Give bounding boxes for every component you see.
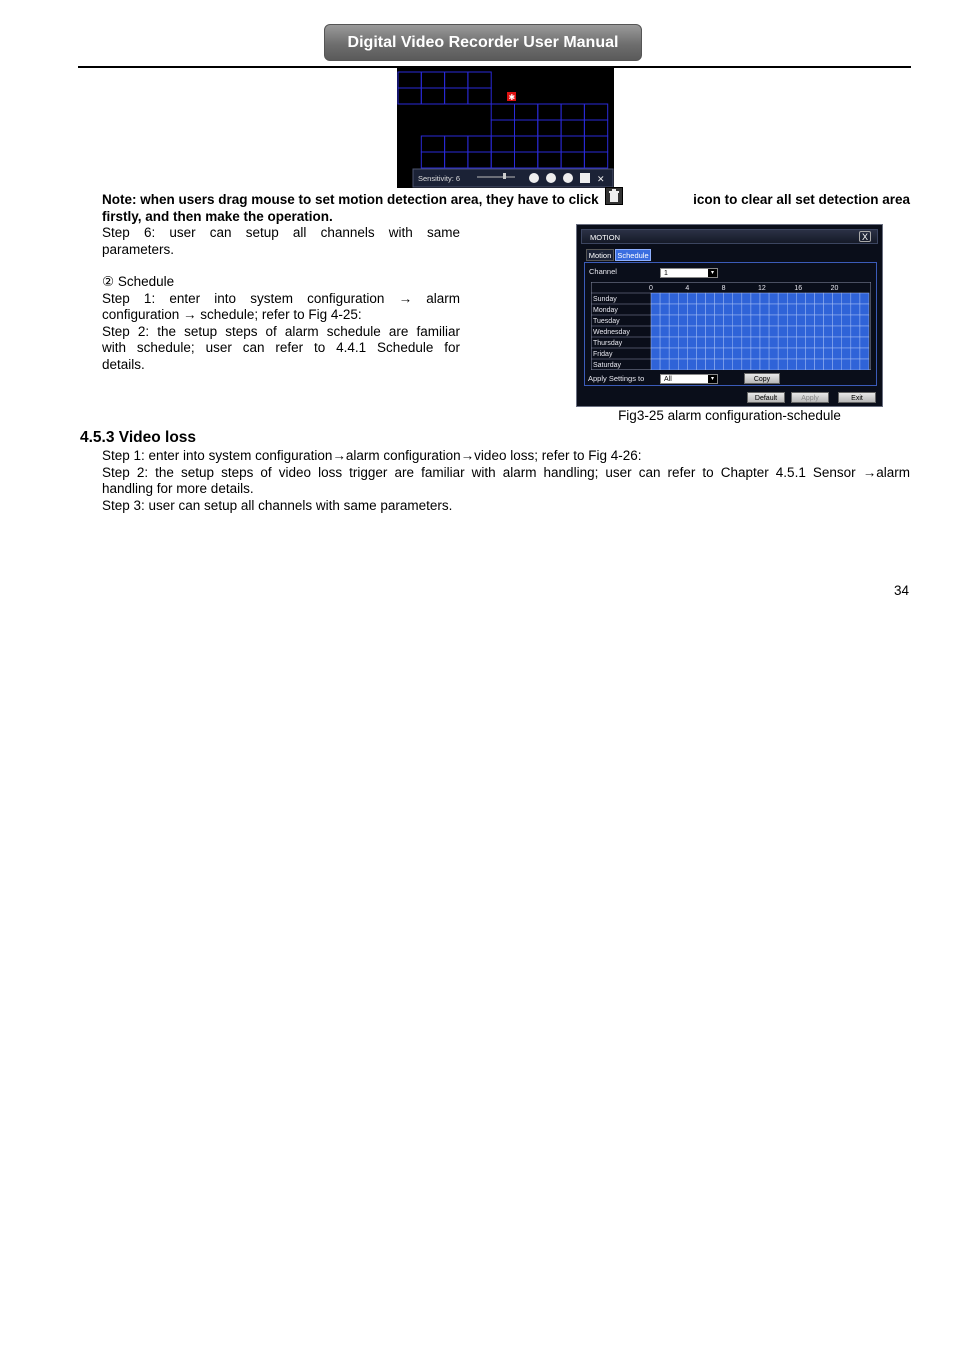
schedule-cell[interactable] (760, 348, 769, 359)
schedule-cell[interactable] (733, 337, 742, 348)
schedule-cell[interactable] (715, 315, 724, 326)
schedule-cell[interactable] (706, 359, 715, 370)
schedule-cell[interactable] (669, 359, 678, 370)
trash-icon[interactable] (546, 173, 556, 183)
schedule-cell[interactable] (860, 326, 869, 337)
schedule-cell[interactable] (787, 304, 796, 315)
hour-label: 8 (721, 285, 726, 292)
schedule-cell[interactable] (706, 315, 715, 326)
schedule-cell[interactable] (815, 326, 824, 337)
schedule-cell[interactable] (796, 326, 805, 337)
schedule-cell[interactable] (842, 348, 851, 359)
schedule-cell[interactable] (769, 337, 778, 348)
schedule-cell[interactable] (742, 293, 751, 304)
schedule-cell[interactable] (824, 315, 833, 326)
schedule-cell[interactable] (669, 337, 678, 348)
schedule-cell[interactable] (733, 304, 742, 315)
schedule-cell[interactable] (742, 337, 751, 348)
step2-line3: details. (102, 356, 145, 372)
day-label: Sunday (593, 296, 617, 303)
schedule-cell[interactable] (687, 326, 696, 337)
schedule-cell[interactable] (778, 315, 787, 326)
channel-label: Channel (589, 267, 617, 276)
schedule-cell[interactable] (715, 359, 724, 370)
schedule-cell[interactable] (805, 315, 814, 326)
section-heading: 4.5.3 Video loss (80, 429, 197, 446)
schedule-cell[interactable] (706, 337, 715, 348)
schedule-cell[interactable] (796, 359, 805, 370)
hour-label: 16 (794, 285, 803, 292)
close-icon[interactable]: ✕ (597, 175, 605, 185)
schedule-cell[interactable] (751, 315, 760, 326)
schedule-cell[interactable] (833, 337, 842, 348)
schedule-cell[interactable] (696, 315, 705, 326)
schedule-cell[interactable] (796, 337, 805, 348)
schedule-cell[interactable] (778, 337, 787, 348)
schedule-cell[interactable] (833, 348, 842, 359)
schedule-cell[interactable] (824, 293, 833, 304)
schedule-cell[interactable] (787, 337, 796, 348)
schedule-cell[interactable] (760, 359, 769, 370)
note-part1: Note: when users drag mouse to set motion detection area, they have to click (102, 191, 599, 207)
default-button[interactable]: Default (747, 392, 785, 403)
schedule-cell[interactable] (660, 348, 669, 359)
schedule-cell[interactable] (733, 348, 742, 359)
schedule-cell[interactable] (805, 348, 814, 359)
schedule-cell[interactable] (678, 337, 687, 348)
schedule-cell[interactable] (669, 304, 678, 315)
schedule-cell[interactable] (706, 348, 715, 359)
schedule-cell[interactable] (860, 348, 869, 359)
schedule-cell[interactable] (678, 293, 687, 304)
schedule-cell[interactable] (778, 348, 787, 359)
motion-grid (397, 68, 614, 188)
apply-settings-value: All (664, 376, 672, 383)
copy-button[interactable]: Copy (744, 373, 780, 384)
note-part2: icon to clear all set detection area (693, 191, 910, 207)
schedule-cell[interactable] (742, 359, 751, 370)
schedule-cell[interactable] (805, 293, 814, 304)
section-step3: Step 3: user can setup all channels with same parameters. (102, 497, 453, 513)
schedule-cell[interactable] (733, 293, 742, 304)
schedule-cell[interactable] (651, 315, 660, 326)
schedule-cell[interactable] (706, 326, 715, 337)
schedule-cell[interactable] (769, 359, 778, 370)
schedule-cell[interactable] (660, 293, 669, 304)
schedule-cell[interactable] (696, 304, 705, 315)
schedule-cell[interactable] (842, 293, 851, 304)
save-icon[interactable] (580, 173, 590, 183)
schedule-cell[interactable] (651, 337, 660, 348)
schedule-cell[interactable] (669, 326, 678, 337)
schedule-cell[interactable] (678, 348, 687, 359)
schedule-cell[interactable] (842, 304, 851, 315)
step1-line2: configuration → schedule; refer to Fig 4-25: (102, 307, 362, 322)
page-number: 34 (893, 583, 909, 598)
schedule-cell[interactable] (833, 326, 842, 337)
apply-settings-select[interactable] (660, 374, 718, 384)
schedule-cell[interactable] (687, 359, 696, 370)
schedule-cell[interactable] (769, 304, 778, 315)
sensitivity-label: Sensitivity: 6 (418, 174, 461, 183)
step2-line2: with schedule; user can refer to 4.4.1 Schedule for (102, 340, 460, 355)
day-label: Friday (593, 351, 613, 358)
schedule-cell[interactable] (796, 293, 805, 304)
section-step2-line2: handling for more details. (102, 481, 254, 496)
schedule-cell[interactable] (669, 315, 678, 326)
schedule-cell[interactable] (778, 304, 787, 315)
schedule-panel (584, 262, 877, 386)
schedule-cell[interactable] (742, 326, 751, 337)
schedule-cell[interactable] (760, 337, 769, 348)
hour-label: 12 (758, 285, 766, 292)
hour-label: 0 (649, 285, 653, 292)
schedule-cell[interactable] (660, 359, 669, 370)
section-step1: Step 1: enter into system configuration→alarm configuration→video loss; refer to Fig 4-26: (102, 448, 642, 463)
schedule-cell[interactable] (842, 315, 851, 326)
trash-icon (605, 187, 623, 205)
schedule-cell[interactable] (751, 304, 760, 315)
schedule-cell[interactable] (842, 326, 851, 337)
chevron-down-icon: ▾ (708, 375, 717, 383)
schedule-cell[interactable] (733, 315, 742, 326)
schedule-cell[interactable] (715, 304, 724, 315)
schedule-cell[interactable] (696, 326, 705, 337)
schedule-cell[interactable] (660, 304, 669, 315)
schedule-cell[interactable] (660, 337, 669, 348)
schedule-cell[interactable] (851, 359, 860, 370)
schedule-cell[interactable] (824, 326, 833, 337)
schedule-cell[interactable] (706, 293, 715, 304)
schedule-cell[interactable] (769, 326, 778, 337)
motion-schedule-dialog (576, 224, 883, 407)
sensitivity-slider-handle[interactable] (503, 173, 506, 179)
channel-value: 1 (664, 270, 668, 277)
schedule-cell[interactable] (651, 348, 660, 359)
schedule-cell[interactable] (751, 337, 760, 348)
schedule-cell[interactable] (687, 315, 696, 326)
schedule-cell[interactable] (805, 326, 814, 337)
svg-text:✱: ✱ (508, 93, 516, 102)
day-label: Saturday (593, 362, 622, 369)
schedule-cell[interactable] (805, 304, 814, 315)
schedule-cell[interactable] (851, 304, 860, 315)
schedule-cell[interactable] (687, 304, 696, 315)
schedule-cell[interactable] (696, 359, 705, 370)
schedule-cell[interactable] (651, 304, 660, 315)
figure-caption: Fig3-25 alarm configuration-schedule (618, 408, 841, 423)
schedule-cell[interactable] (715, 293, 724, 304)
schedule-cell[interactable] (851, 348, 860, 359)
schedule-cell[interactable] (778, 293, 787, 304)
schedule-cell[interactable] (824, 348, 833, 359)
step6-line2: parameters. (102, 241, 175, 257)
dialog-title: MOTION (590, 233, 620, 242)
schedule-cell[interactable] (751, 326, 760, 337)
schedule-cell[interactable] (815, 348, 824, 359)
schedule-cell[interactable] (687, 348, 696, 359)
schedule-cell[interactable] (733, 359, 742, 370)
schedule-cell[interactable] (824, 337, 833, 348)
schedule-cell[interactable] (833, 304, 842, 315)
schedule-cell[interactable] (724, 293, 733, 304)
section-step2-line1: Step 2: the setup steps of video loss trigger are familiar with alarm handling; user can refer to Chapter 4.5.1 Sensor →alarm (102, 464, 910, 480)
schedule-cell[interactable] (651, 359, 660, 370)
schedule-cell[interactable] (796, 304, 805, 315)
schedule-cell[interactable] (815, 315, 824, 326)
note-part3: firstly, and then make the operation. (102, 209, 333, 224)
schedule-cell[interactable] (860, 293, 869, 304)
schedule-cell[interactable] (651, 293, 660, 304)
hour-label: 4 (685, 285, 690, 292)
apply-settings-label: Apply Settings to (588, 374, 645, 383)
header-title: Digital Video Recorder User Manual (324, 24, 642, 61)
schedule-cell[interactable] (787, 348, 796, 359)
schedule-cell[interactable] (851, 315, 860, 326)
schedule-cell[interactable] (796, 348, 805, 359)
day-label: Monday (593, 307, 618, 314)
schedule-cell[interactable] (824, 359, 833, 370)
tab-motion[interactable]: Motion (586, 249, 614, 261)
schedule-cell[interactable] (787, 326, 796, 337)
schedule-cell[interactable] (787, 315, 796, 326)
schedule-cell[interactable] (751, 348, 760, 359)
left-column (102, 225, 460, 373)
schedule-cell[interactable] (696, 348, 705, 359)
chevron-down-icon: ▾ (708, 269, 717, 277)
schedule-cell[interactable] (760, 326, 769, 337)
schedule-cell[interactable] (769, 315, 778, 326)
schedule-cell[interactable] (833, 359, 842, 370)
schedule-cell[interactable] (742, 348, 751, 359)
schedule-cell[interactable] (805, 359, 814, 370)
schedule-cell[interactable] (724, 337, 733, 348)
schedule-cell[interactable] (860, 359, 869, 370)
step2-line1: Step 2: the setup steps of alarm schedule are familiar (102, 323, 460, 339)
schedule-cell[interactable] (751, 293, 760, 304)
step1-line1: Step 1: enter into system configuration → alarm (102, 290, 460, 306)
schedule-label: ② Schedule (102, 274, 175, 289)
day-label: Thursday (593, 340, 623, 347)
schedule-cell[interactable] (796, 315, 805, 326)
dialog-close-button[interactable]: X (859, 231, 871, 242)
hour-label: 20 (830, 285, 839, 292)
schedule-cell[interactable] (751, 359, 760, 370)
schedule-cell[interactable] (815, 293, 824, 304)
schedule-cell[interactable] (778, 326, 787, 337)
schedule-cell[interactable] (678, 326, 687, 337)
schedule-cell[interactable] (769, 293, 778, 304)
schedule-cell[interactable] (851, 326, 860, 337)
day-label: Wednesday (593, 329, 630, 336)
schedule-cell[interactable] (715, 337, 724, 348)
schedule-cell[interactable] (860, 304, 869, 315)
schedule-cell[interactable] (824, 304, 833, 315)
schedule-cell[interactable] (733, 326, 742, 337)
schedule-cell[interactable] (696, 337, 705, 348)
schedule-cell[interactable] (815, 359, 824, 370)
dialog-titlebar (581, 229, 878, 244)
schedule-cell[interactable] (742, 304, 751, 315)
schedule-cell[interactable] (724, 348, 733, 359)
schedule-cell[interactable] (842, 337, 851, 348)
schedule-cell[interactable] (815, 304, 824, 315)
schedule-cell[interactable] (760, 315, 769, 326)
schedule-cell[interactable] (724, 304, 733, 315)
person-icon[interactable] (563, 173, 573, 183)
schedule-cell[interactable] (651, 326, 660, 337)
schedule-cell[interactable] (706, 304, 715, 315)
apply-button[interactable]: Apply (791, 392, 829, 403)
schedule-cell[interactable] (860, 315, 869, 326)
schedule-cell[interactable] (678, 315, 687, 326)
schedule-cell[interactable] (787, 293, 796, 304)
schedule-cell[interactable] (833, 315, 842, 326)
tab-schedule[interactable]: Schedule (615, 249, 651, 261)
motion-area-screenshot (397, 68, 614, 188)
channel-select[interactable] (660, 268, 718, 278)
schedule-cell[interactable] (760, 293, 769, 304)
schedule-cell[interactable] (778, 359, 787, 370)
step6-line1: Step 6: user can setup all channels with same (102, 225, 460, 240)
schedule-cell[interactable] (696, 293, 705, 304)
schedule-cell[interactable] (769, 348, 778, 359)
schedule-cell[interactable] (724, 359, 733, 370)
schedule-cell[interactable] (851, 337, 860, 348)
schedule-grid[interactable] (591, 282, 871, 370)
schedule-cell[interactable] (678, 304, 687, 315)
home-icon[interactable] (529, 173, 539, 183)
schedule-cell[interactable] (833, 293, 842, 304)
note (102, 191, 910, 226)
schedule-cell[interactable] (724, 315, 733, 326)
schedule-cell[interactable] (742, 315, 751, 326)
schedule-cell[interactable] (678, 359, 687, 370)
schedule-cell[interactable] (805, 337, 814, 348)
schedule-cell[interactable] (860, 337, 869, 348)
schedule-cell[interactable] (815, 337, 824, 348)
schedule-cell[interactable] (842, 359, 851, 370)
schedule-cell[interactable] (669, 348, 678, 359)
schedule-cell[interactable] (660, 315, 669, 326)
schedule-cell[interactable] (851, 293, 860, 304)
schedule-cell[interactable] (687, 337, 696, 348)
schedule-cell[interactable] (787, 359, 796, 370)
exit-button[interactable]: Exit (838, 392, 876, 403)
schedule-cell[interactable] (715, 326, 724, 337)
schedule-cell[interactable] (669, 293, 678, 304)
schedule-cell[interactable] (660, 326, 669, 337)
schedule-cell[interactable] (715, 348, 724, 359)
schedule-cell[interactable] (724, 326, 733, 337)
day-label: Tuesday (593, 318, 620, 325)
section-body (102, 448, 910, 514)
schedule-cell[interactable] (687, 293, 696, 304)
schedule-cell[interactable] (760, 304, 769, 315)
